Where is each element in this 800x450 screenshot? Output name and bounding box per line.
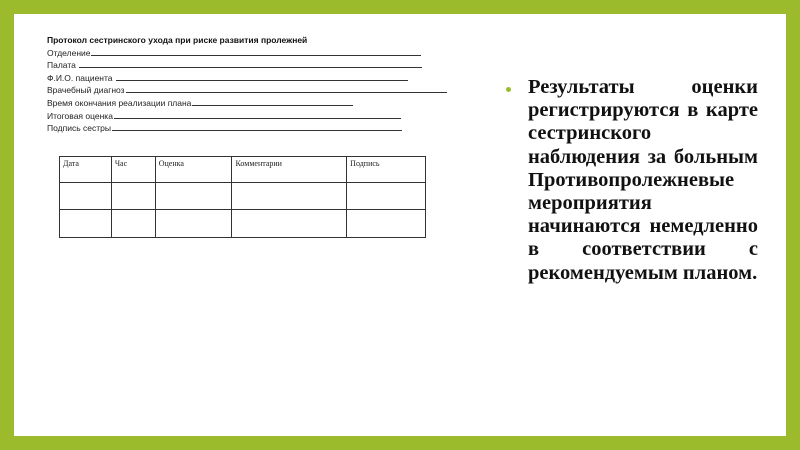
form-field-diagnosis bbox=[47, 84, 447, 97]
form-field-line bbox=[114, 110, 401, 119]
form-title: Протокол сестринского ухода при риске развития пролежней bbox=[47, 35, 308, 45]
table-row bbox=[60, 210, 426, 238]
form-field-label: Отделение bbox=[47, 47, 91, 58]
form-field-department bbox=[47, 47, 447, 60]
form-field-ward bbox=[47, 59, 447, 72]
table-row bbox=[60, 182, 426, 210]
form-field-label: Врачебный диагноз bbox=[47, 85, 125, 96]
form-field-patient-name bbox=[47, 72, 447, 85]
table-header-signature: Подпись bbox=[347, 157, 426, 183]
bullet-dot-icon bbox=[506, 87, 511, 92]
form-field-nurse-signature bbox=[47, 122, 447, 135]
form-field-line bbox=[192, 97, 353, 106]
table-cell bbox=[60, 182, 112, 210]
form-field-plan-end-time bbox=[47, 97, 447, 110]
form-field-line bbox=[116, 72, 408, 81]
table-cell bbox=[232, 210, 347, 238]
table-cell bbox=[232, 182, 347, 210]
form-field-label: Палата bbox=[47, 60, 79, 71]
form-field-label: Итоговая оценка bbox=[47, 110, 113, 121]
table-header-hour: Час bbox=[111, 157, 155, 183]
table-header-comments: Комментарии bbox=[232, 157, 347, 183]
table-header-row bbox=[60, 157, 426, 183]
care-protocol-form bbox=[47, 34, 447, 135]
form-field-final-score bbox=[47, 110, 447, 123]
table-header-score: Оценка bbox=[155, 157, 232, 183]
observation-table bbox=[59, 156, 426, 238]
bullet-text: Результаты оценки регистрируются в карте сестринского наблюдения за больным Противопролежневые мероприятия начинаются немедленно в соответствии с рекомендуемым планом. bbox=[528, 76, 758, 284]
form-field-line bbox=[126, 84, 447, 93]
table-cell bbox=[111, 182, 155, 210]
form-field-line bbox=[79, 59, 422, 68]
form-field-label: Подпись сестры bbox=[47, 123, 111, 134]
form-field-label: Ф.И.О. пациента bbox=[47, 72, 115, 83]
form-field-line bbox=[91, 47, 421, 56]
bullet-point bbox=[506, 76, 758, 285]
table-header-date: Дата bbox=[60, 157, 112, 183]
table-cell bbox=[60, 210, 112, 238]
table-cell bbox=[347, 210, 426, 238]
slide bbox=[14, 14, 786, 436]
table-cell bbox=[347, 182, 426, 210]
form-field-line bbox=[112, 122, 402, 131]
table-cell bbox=[111, 210, 155, 238]
table-cell bbox=[155, 210, 232, 238]
table-cell bbox=[155, 182, 232, 210]
form-field-label: Время окончания реализации плана bbox=[47, 97, 192, 108]
